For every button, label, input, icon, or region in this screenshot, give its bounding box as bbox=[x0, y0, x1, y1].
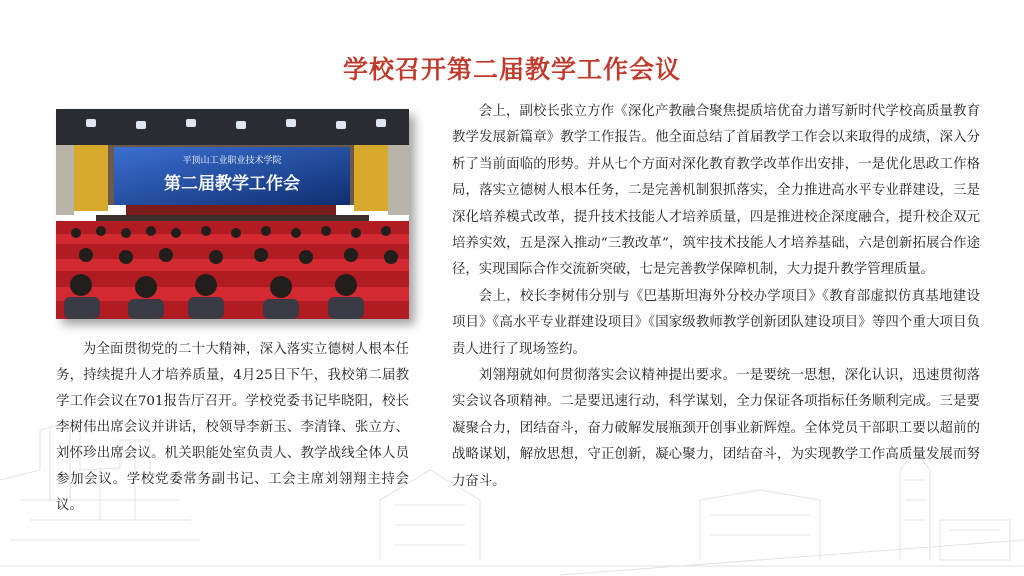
left-paragraph: 为全面贯彻党的二十大精神，深入落实立德树人根本任务，持续提升人才培养质量，4月25日下午，我校第二届教学工作会议在701报告厅召开。学校党委书记毕晓阳，校长李树伟出席会议并讲话，校领导李新玉、李清锋、张立方、刘怀珍出席会议。机关职能处室负责人、教学战线全体人员参加会议。学校党委常务副书记、工会主席刘翎翔主持会议。 bbox=[56, 342, 409, 513]
banner-small-text: 平顶山工业职业技术学院 bbox=[182, 156, 282, 166]
report-paragraph: 会上，副校长张立方作《深化产教融合聚焦提质培优奋力谱写新时代学校高质量教育教学发展新篇章》教学工作报告。他全面总结了首届教学工作会以来取得的成绩，深入分析了当前面临的形势。并从七个方面对深化教育教学改革作出安排，一是优化思政工作格局，落实立德树人根本任务，二是完善机制狠抓落实，全力推进高水平专业群建设，三是深化培养模式改革，提升技术技能人才培养质量，四是推进校企深度融合，提升校企双元培养实效，五是深入推动“三教改革”，筑牢技术技能人才培养基础，六是创新拓展合作途径，实现国际合作交流新突破，七是完善教学保障机制，大力提升教学管理质量。 bbox=[452, 104, 980, 278]
conference-photo bbox=[56, 109, 409, 319]
requirements-paragraph: 刘翎翔就如何贯彻落实会议精神提出要求。一是要统一思想，深化认识，迅速贯彻落实会议各项精神。二是要迅速行动，科学谋划，全力保证各项指标任务顺利完成。三是要凝聚合力，团结奋斗，奋力破解发展瓶颈开创事业新辉煌。全体党员干部职工要以超前的战略谋划，解放思想，守正创新，凝心聚力，团结奋斗，为实现教学工作高质量发展而努力奋斗。 bbox=[452, 368, 980, 489]
banner-large-text: 第二届教学工作会 bbox=[164, 174, 300, 194]
right-column bbox=[452, 99, 980, 495]
signing-paragraph: 会上，校长李树伟分别与《巴基斯坦海外分校办学项目》《教育部虚拟仿真基地建设项目》《高水平专业群建设项目》《国家级教师教学创新团队建设项目》等四个重大项目负责人进行了现场签约。 bbox=[452, 288, 980, 357]
article-title: 学校召开第二届教学工作会议 bbox=[342, 55, 681, 84]
